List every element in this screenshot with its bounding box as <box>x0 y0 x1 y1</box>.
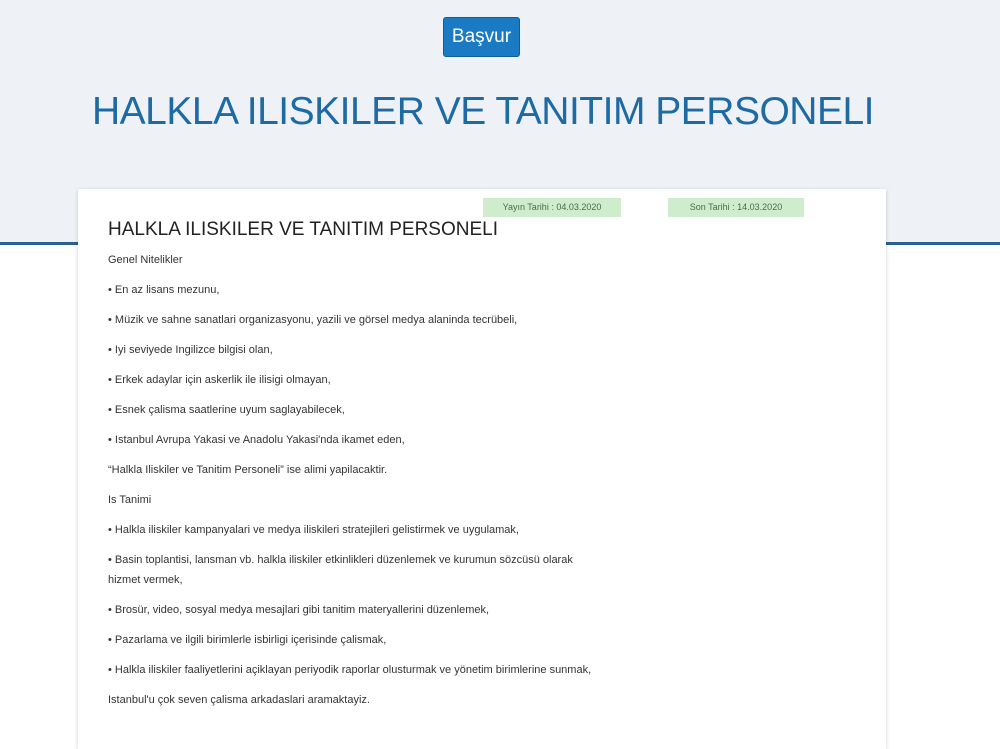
section-heading-qualifications: Genel Nitelikler <box>108 254 183 266</box>
qualification-item: • Müzik ve sahne sanatlari organizasyonu, yazili ve görsel medya alaninda tecrübeli, <box>108 314 518 326</box>
end-date-badge: Son Tarihi : 14.03.2020 <box>668 198 804 217</box>
duty-item: • Brosür, video, sosyal medya mesajlari gibi tanitim materyallerini düzenlemek, <box>108 604 490 616</box>
duty-item: • Basin toplantisi, lansman vb. halkla iliskiler etkinlikleri düzenlemek ve kurumun sözcüsü olarak hizmet vermek, <box>108 554 573 586</box>
duty-item: • Halkla iliskiler kampanyalari ve medya iliskileri stratejileri gelistirmek ve uygulamak, <box>108 524 519 536</box>
hiring-statement: “Halkla Iliskiler ve Tanitim Personeli” ise alimi yapilacaktir. <box>108 464 388 476</box>
publish-date-badge: Yayın Tarihi : 04.03.2020 <box>483 198 621 217</box>
job-detail-card <box>78 189 886 749</box>
section-heading-job-description: Is Tanimi <box>108 494 152 506</box>
qualification-item: • Iyi seviyede Ingilizce bilgisi olan, <box>108 344 273 356</box>
qualification-item: • Istanbul Avrupa Yakasi ve Anadolu Yakasi'nda ikamet eden, <box>108 434 405 446</box>
duty-item: • Pazarlama ve ilgili birimlerle isbirligi içerisinde çalismak, <box>108 634 387 646</box>
page-title: HALKLA ILISKILER VE TANITIM PERSONELI <box>92 90 875 133</box>
qualification-item: • En az lisans mezunu, <box>108 284 220 296</box>
qualification-item: • Erkek adaylar için askerlik ile ilisigi olmayan, <box>108 374 331 386</box>
job-title: HALKLA ILISKILER VE TANITIM PERSONELI <box>108 219 498 240</box>
closing-statement: Istanbul'u çok seven çalisma arkadaslari aramaktayiz. <box>108 694 370 706</box>
job-description <box>108 250 608 720</box>
qualification-item: • Esnek çalisma saatlerine uyum saglayabilecek, <box>108 404 345 416</box>
duty-item: • Halkla iliskiler faaliyetlerini açiklayan periyodik raporlar olusturmak ve yönetim birimlerine sunmak, <box>108 664 592 676</box>
apply-button[interactable]: Başvur <box>443 17 520 57</box>
